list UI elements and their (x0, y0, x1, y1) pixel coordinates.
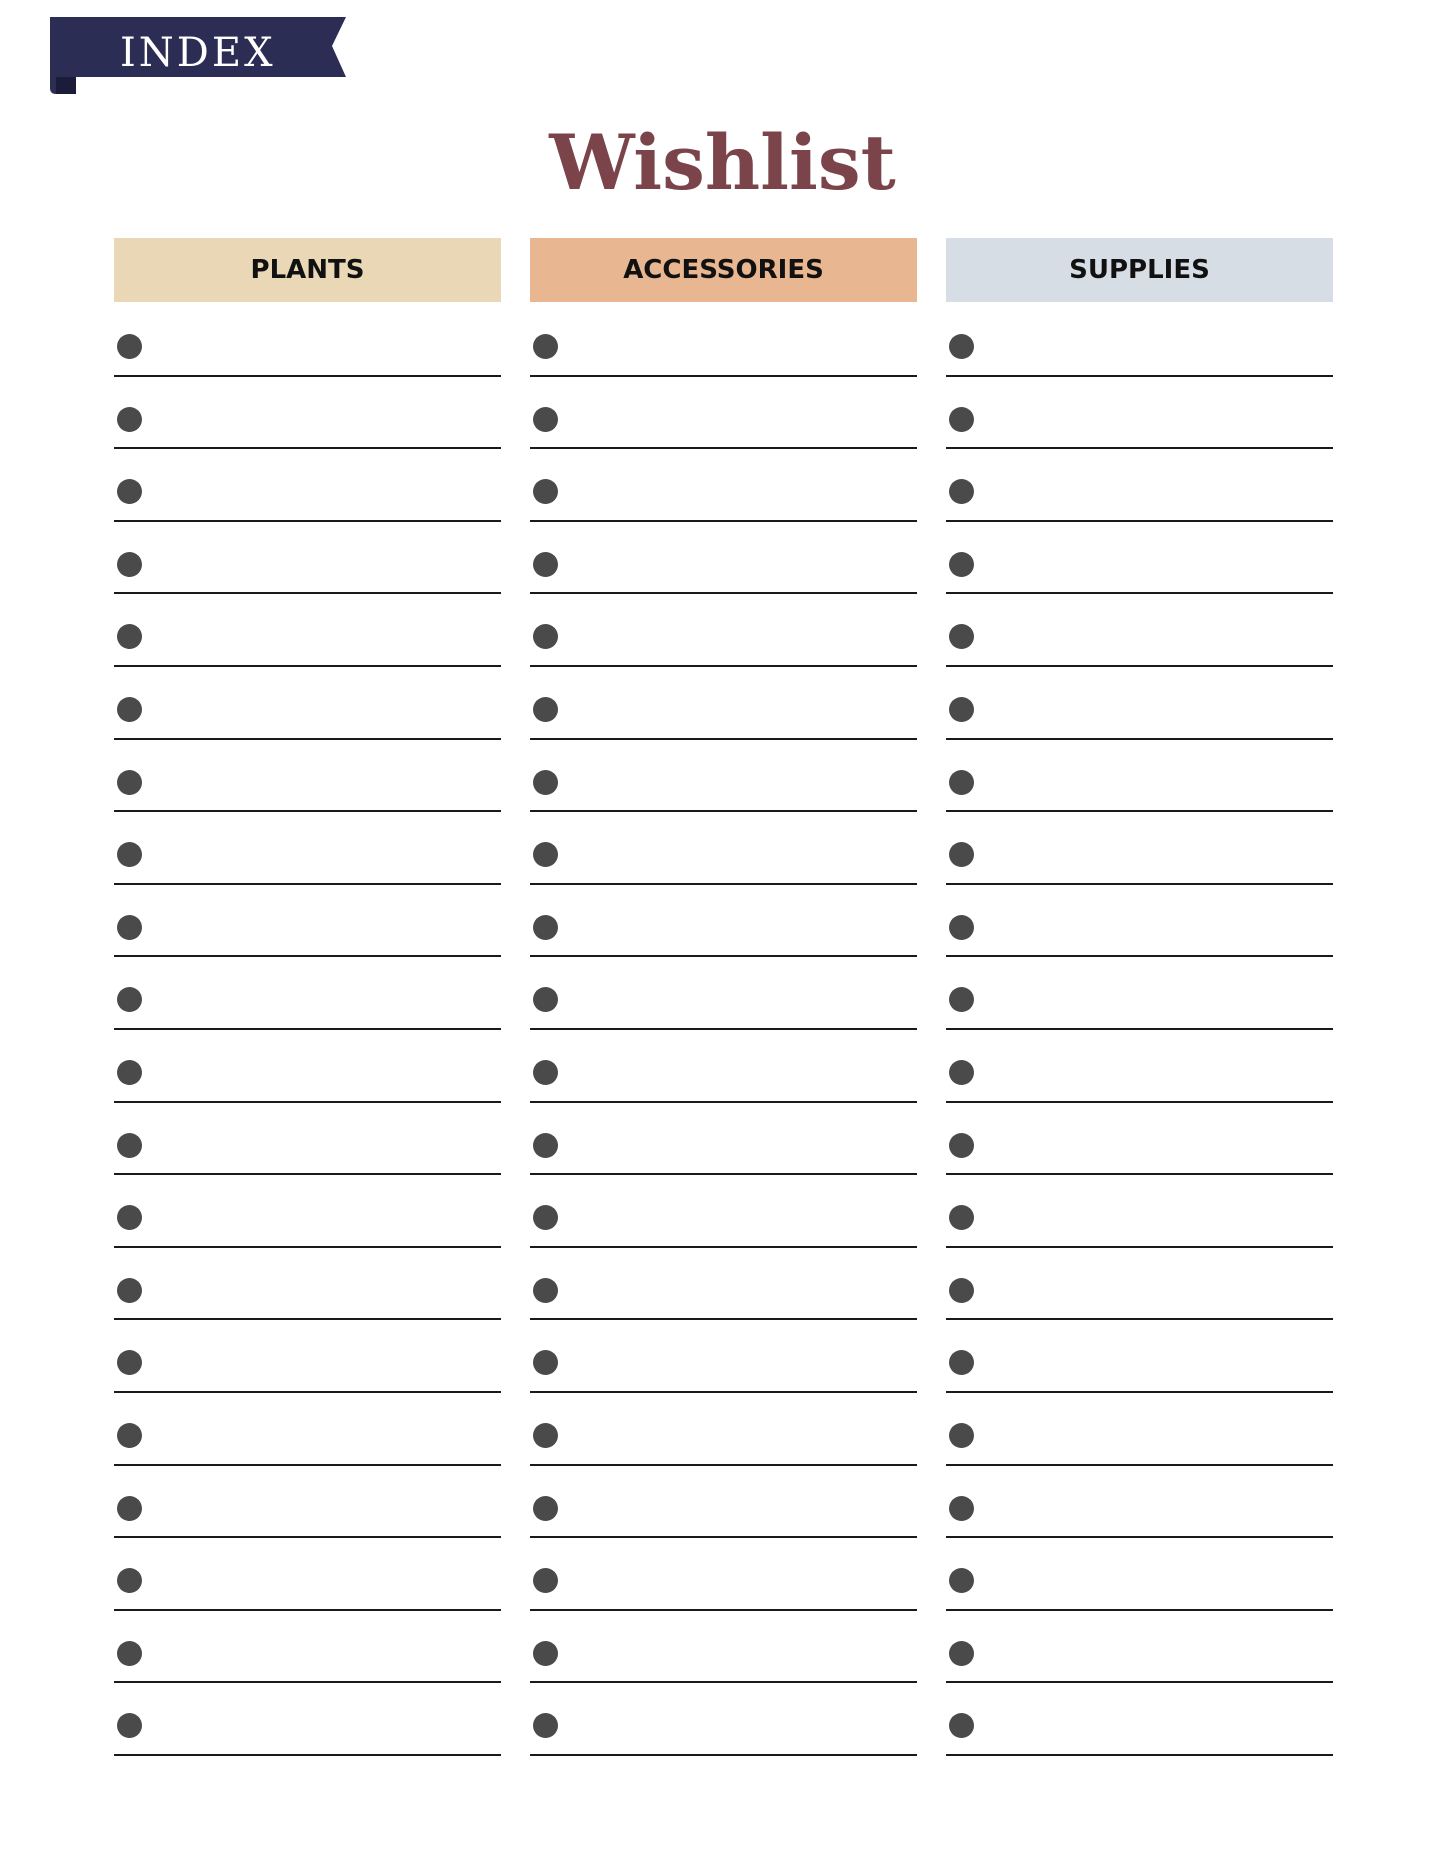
bullet-icon (949, 1423, 974, 1448)
list-item[interactable] (530, 740, 917, 813)
bullet-icon (533, 407, 558, 432)
bullet-icon (117, 552, 142, 577)
bullet-icon (533, 987, 558, 1012)
list-item[interactable] (946, 594, 1333, 667)
list-accessories (530, 304, 917, 1756)
bullet-icon (533, 1423, 558, 1448)
list-item[interactable] (530, 594, 917, 667)
bullet-icon (949, 1133, 974, 1158)
bullet-icon (117, 1713, 142, 1738)
list-item[interactable] (114, 1248, 501, 1321)
list-item[interactable] (114, 667, 501, 740)
list-item[interactable] (530, 1320, 917, 1393)
bullet-icon (533, 1350, 558, 1375)
bullet-icon (533, 915, 558, 940)
list-item[interactable] (946, 1683, 1333, 1756)
bullet-icon (117, 697, 142, 722)
list-item[interactable] (114, 1030, 501, 1103)
list-item[interactable] (114, 1175, 501, 1248)
list-item[interactable] (946, 1320, 1333, 1393)
bullet-icon (533, 1568, 558, 1593)
bullet-icon (117, 1278, 142, 1303)
bullet-icon (533, 1496, 558, 1521)
list-item[interactable] (946, 1248, 1333, 1321)
list-item[interactable] (946, 522, 1333, 595)
bullet-icon (949, 842, 974, 867)
bullet-icon (117, 1350, 142, 1375)
column-supplies (946, 238, 1333, 1756)
list-item[interactable] (946, 812, 1333, 885)
list-item[interactable] (530, 304, 917, 377)
bullet-icon (533, 624, 558, 649)
list-item[interactable] (530, 1175, 917, 1248)
list-item[interactable] (114, 1320, 501, 1393)
bullet-icon (533, 1060, 558, 1085)
list-item[interactable] (946, 1538, 1333, 1611)
bullet-icon (117, 1641, 142, 1666)
list-item[interactable] (530, 957, 917, 1030)
list-item[interactable] (530, 1683, 917, 1756)
list-supplies (946, 304, 1333, 1756)
list-item[interactable] (114, 522, 501, 595)
bullet-icon (117, 915, 142, 940)
bullet-icon (117, 407, 142, 432)
bullet-icon (533, 842, 558, 867)
list-item[interactable] (530, 449, 917, 522)
page-title: Wishlist (549, 118, 896, 207)
list-item[interactable] (530, 1611, 917, 1684)
bullet-icon (117, 770, 142, 795)
list-item[interactable] (530, 885, 917, 958)
list-item[interactable] (530, 1248, 917, 1321)
bullet-icon (949, 770, 974, 795)
bullet-icon (533, 770, 558, 795)
bullet-icon (949, 1205, 974, 1230)
bullet-icon (117, 842, 142, 867)
bullet-icon (949, 552, 974, 577)
list-item[interactable] (946, 1611, 1333, 1684)
list-item[interactable] (946, 1466, 1333, 1539)
list-item[interactable] (114, 377, 501, 450)
bullet-icon (533, 479, 558, 504)
column-header-supplies: SUPPLIES (946, 238, 1333, 302)
list-item[interactable] (946, 1393, 1333, 1466)
bullet-icon (949, 334, 974, 359)
list-item[interactable] (946, 304, 1333, 377)
list-item[interactable] (530, 1030, 917, 1103)
index-label: INDEX (120, 30, 276, 76)
list-item[interactable] (114, 1683, 501, 1756)
bullet-icon (949, 407, 974, 432)
bullet-icon (949, 987, 974, 1012)
list-item[interactable] (114, 812, 501, 885)
index-tab[interactable] (50, 17, 348, 97)
list-item[interactable] (114, 1103, 501, 1176)
list-item[interactable] (946, 377, 1333, 450)
bullet-icon (533, 1133, 558, 1158)
bullet-icon (533, 1713, 558, 1738)
bullet-icon (533, 1205, 558, 1230)
bullet-icon (949, 1713, 974, 1738)
list-item[interactable] (530, 667, 917, 740)
bullet-icon (949, 1568, 974, 1593)
list-item[interactable] (114, 885, 501, 958)
bullet-icon (949, 697, 974, 722)
bullet-icon (533, 1641, 558, 1666)
bullet-icon (117, 1496, 142, 1521)
bullet-icon (117, 1133, 142, 1158)
bullet-icon (117, 1060, 142, 1085)
bullet-icon (949, 1641, 974, 1666)
bullet-icon (117, 624, 142, 649)
column-header-plants: PLANTS (114, 238, 501, 302)
list-plants (114, 304, 501, 1756)
bullet-icon (949, 1350, 974, 1375)
list-item[interactable] (946, 1030, 1333, 1103)
list-item[interactable] (946, 885, 1333, 958)
column-header-accessories: ACCESSORIES (530, 238, 917, 302)
bullet-icon (949, 915, 974, 940)
list-item[interactable] (530, 1393, 917, 1466)
bullet-icon (949, 1496, 974, 1521)
list-item[interactable] (114, 1611, 501, 1684)
bullet-icon (117, 987, 142, 1012)
bullet-icon (117, 1568, 142, 1593)
bullet-icon (949, 1278, 974, 1303)
column-accessories (530, 238, 917, 1756)
list-item[interactable] (946, 449, 1333, 522)
bullet-icon (949, 479, 974, 504)
list-item[interactable] (530, 1466, 917, 1539)
list-item[interactable] (946, 957, 1333, 1030)
list-item[interactable] (114, 1393, 501, 1466)
column-plants (114, 238, 501, 1756)
bullet-icon (533, 697, 558, 722)
list-item[interactable] (114, 957, 501, 1030)
list-item[interactable] (946, 740, 1333, 813)
bullet-icon (533, 334, 558, 359)
bullet-icon (533, 552, 558, 577)
list-item[interactable] (946, 667, 1333, 740)
bullet-icon (117, 479, 142, 504)
bullet-icon (949, 624, 974, 649)
list-item[interactable] (114, 1538, 501, 1611)
list-item[interactable] (114, 304, 501, 377)
list-item[interactable] (530, 1103, 917, 1176)
list-item[interactable] (530, 812, 917, 885)
list-item[interactable] (530, 522, 917, 595)
list-item[interactable] (114, 594, 501, 667)
bullet-icon (949, 1060, 974, 1085)
list-item[interactable] (530, 1538, 917, 1611)
bullet-icon (533, 1278, 558, 1303)
bullet-icon (117, 1205, 142, 1230)
list-item[interactable] (946, 1175, 1333, 1248)
bullet-icon (117, 1423, 142, 1448)
list-item[interactable] (114, 740, 501, 813)
list-item[interactable] (530, 377, 917, 450)
list-item[interactable] (114, 1466, 501, 1539)
list-item[interactable] (114, 449, 501, 522)
list-item[interactable] (946, 1103, 1333, 1176)
bullet-icon (117, 334, 142, 359)
